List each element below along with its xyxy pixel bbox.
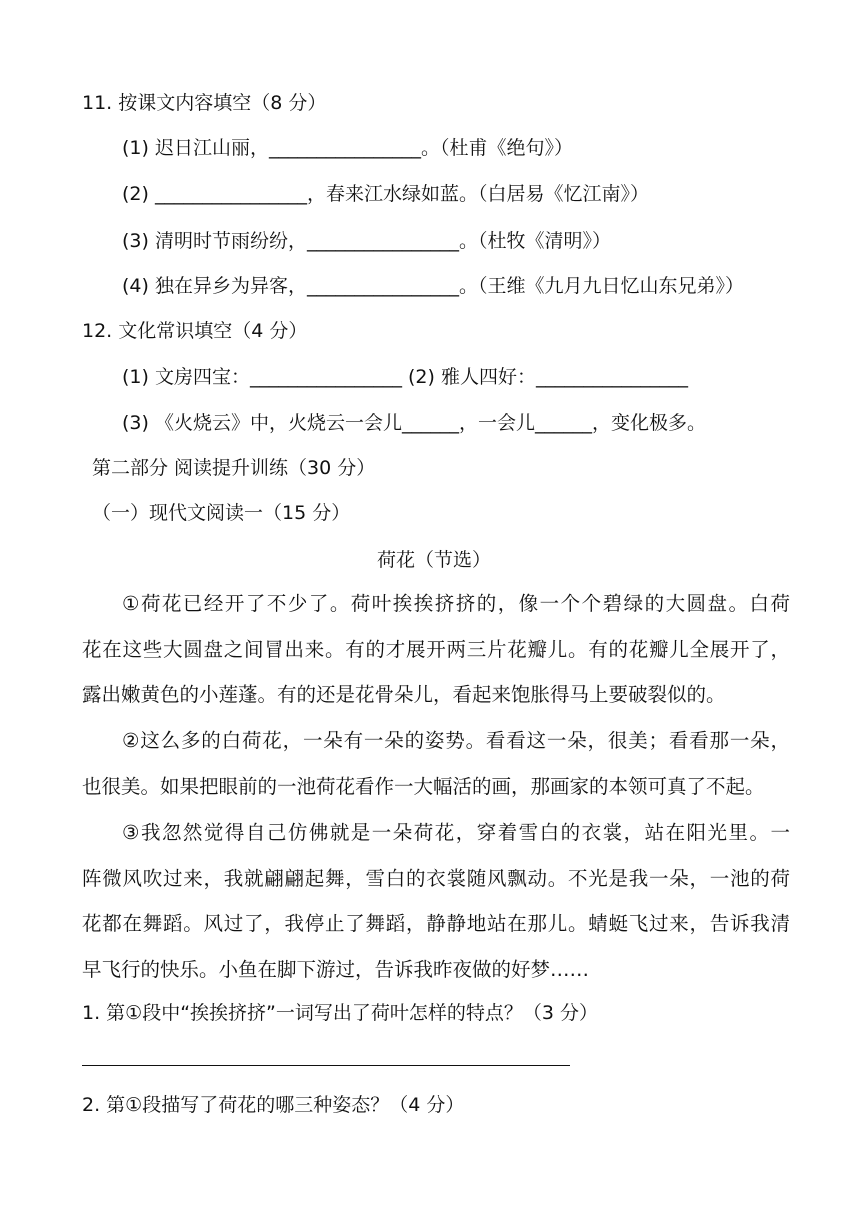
- paragraph-line: 早飞行的快乐。小鱼在脚下游过，告诉我昨夜做的好梦……: [82, 957, 590, 981]
- paragraph-line: ③我忽然觉得自己仿佛就是一朵荷花，穿着雪白的衣裳，站在阳光里。一: [122, 821, 790, 844]
- passage-paragraph-2: [82, 718, 790, 809]
- paragraph-line: 露出嫩黄色的小莲蓬。有的还是花骨朵儿，看起来饱胀得马上要破裂似的。: [82, 683, 726, 706]
- paragraph-line: ②这么多的白荷花，一朵有一朵的姿势。看看这一朵，很美；看看那一朵，: [122, 729, 790, 752]
- section1-heading: （一）现代文阅读一（15 分）: [92, 502, 351, 524]
- passage-paragraph-1: [82, 581, 790, 718]
- paragraph-line: 花在这些大圆盘之间冒出来。有的才展开两三片花瓣儿。有的花瓣儿全展开了，: [82, 637, 790, 661]
- passage-title: 荷花（节选）: [376, 549, 491, 571]
- passage-paragraph-3: [82, 810, 790, 992]
- q11-heading: 11. 按课文内容填空（8 分）: [82, 92, 327, 114]
- q12-items-1-2: (1) 文房四宝：________________ (2) 雅人四好：________________: [122, 366, 688, 388]
- question-2: 2. 第①段描写了荷花的哪三种姿态？（4 分）: [82, 1094, 465, 1116]
- q11-item-3: (3) 清明时节雨纷纷，________________。（杜牧《清明》）: [122, 230, 611, 252]
- q12-heading: 12. 文化常识填空（4 分）: [82, 320, 308, 342]
- answer-line[interactable]: [82, 1065, 570, 1066]
- q12-item-3: (3) 《火烧云》中，火烧云一会儿______，一会儿______，变化极多。: [122, 412, 706, 434]
- paragraph-line: 阵微风吹过来，我就翩翩起舞，雪白的衣裳随风飘动。不光是我一朵，一池的荷: [82, 866, 790, 890]
- part2-heading: 第二部分 阅读提升训练（30 分）: [92, 457, 376, 479]
- paragraph-line: 也很美。如果把眼前的一池荷花看作一大幅活的画，那画家的本领可真了不起。: [82, 774, 765, 798]
- q11-item-1: (1) 迟日江山丽，________________。（杜甫《绝句》）: [122, 137, 573, 159]
- paragraph-line: ①荷花已经开了不少了。荷叶挨挨挤挤的，像一个个碧绿的大圆盘。白荷: [122, 592, 790, 615]
- q11-item-4: (4) 独在异乡为异客，________________。（王维《九月九日忆山东兄弟》）: [122, 275, 744, 297]
- question-1: 1. 第①段中“挨挨挤挤”一词写出了荷叶怎样的特点？（3 分）: [82, 1002, 599, 1024]
- q11-item-2: (2) ________________，春来江水绿如蓝。（白居易《忆江南》）: [122, 183, 649, 205]
- paragraph-line: 花都在舞蹈。风过了，我停止了舞蹈，静静地站在那儿。蜻蜓飞过来，告诉我清: [82, 912, 790, 935]
